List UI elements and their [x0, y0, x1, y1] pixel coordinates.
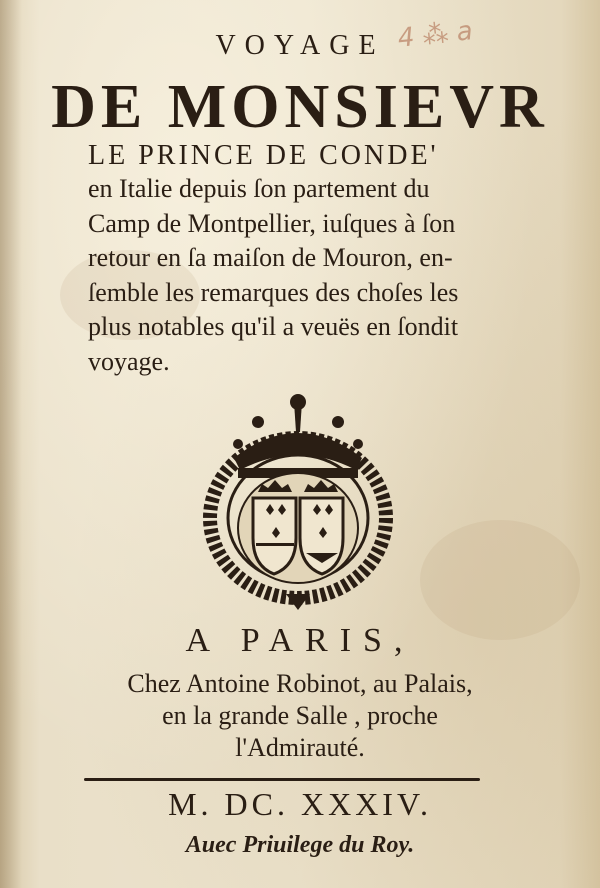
title-body-line: plus notables qu'il a veuës en ſondit [88, 312, 459, 341]
horizontal-rule [84, 778, 480, 781]
handwritten-shelfmark: 4 ⁂ a [396, 16, 475, 54]
title-line-prince: LE PRINCE DE CONDE' [88, 140, 439, 171]
royal-privilege: Auec Priuilege du Roy. [185, 832, 415, 858]
title-body-line: voyage. [88, 346, 170, 376]
title-body-line: ſemble les remarques des choſes les [88, 277, 459, 307]
title-line-monsieur: DE MONSIEVR [51, 73, 549, 141]
imprint-line: l'Admirauté. [235, 733, 365, 762]
publication-date: M. DC. XXXIV. [168, 786, 432, 822]
title-line-voyage: VOYAGE [215, 30, 385, 61]
royal-coat-of-arms-icon [198, 388, 398, 610]
title-body [88, 172, 558, 379]
title-body-line: Camp de Montpellier, iuſques à ſon [88, 208, 456, 238]
publisher-imprint [0, 668, 600, 764]
title-body-line: en Italie depuis ſon partement du [88, 174, 430, 203]
title-body-line: retour en ſa maiſon de Mouron, en- [88, 243, 453, 272]
place-of-publication: A PARIS, [185, 622, 415, 659]
imprint-line: en la grande Salle , proche [162, 701, 438, 730]
imprint-line: Chez Antoine Robinot, au Palais, [127, 669, 473, 698]
